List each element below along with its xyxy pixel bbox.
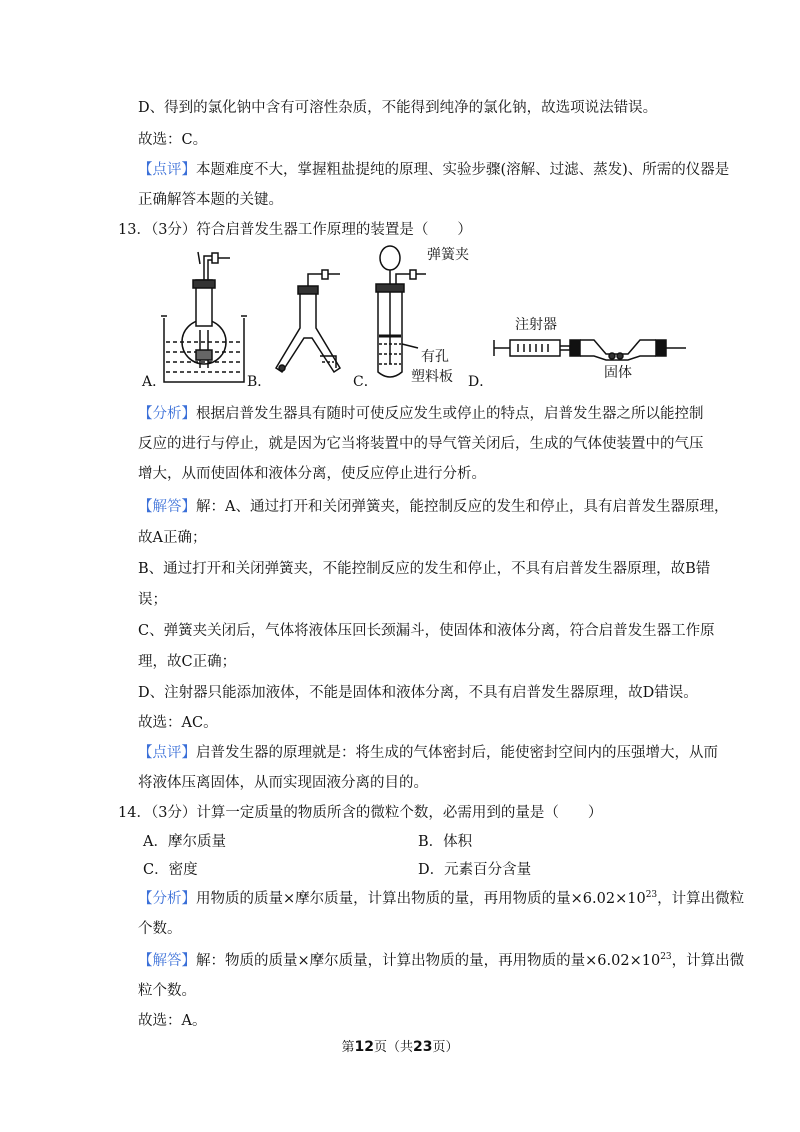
page-footer: [0, 1036, 800, 1055]
q13-solution: [138, 497, 728, 517]
footer-pre: 第: [341, 1040, 355, 1055]
fig-d-label-syringe: 注射器: [515, 317, 557, 333]
q14-analysis-2: 个数。: [138, 921, 182, 937]
q13-answer: 故选：AC。: [138, 715, 218, 731]
analysis-tag: 【分析】: [138, 891, 196, 907]
prev-review: [138, 160, 729, 180]
figure-a-apparatus: [160, 250, 250, 385]
q13-solution-7: D、注射器只能添加液体，不能是固体和液体分离，不具有启普发生器原理，故D错误。: [138, 685, 698, 701]
review-text: 本题难度不大，掌握粗盐提纯的原理、实验步骤(溶解、过滤、蒸发)、所需的仪器是: [196, 162, 730, 178]
solution-text-end: ，计算出微: [671, 953, 745, 969]
q13-option-d: D．: [468, 374, 494, 390]
analysis-exponent: 23: [645, 890, 658, 901]
solution-exponent: 23: [660, 952, 672, 963]
q13-solution-2: 故A正确；: [138, 530, 207, 546]
q14-option-b: B．体积: [418, 834, 473, 850]
fig-c-label-clip: 弹簧夹: [427, 247, 469, 263]
q13-solution-5: C、弹簧夹关闭后，气体将液体压回长颈漏斗，使固体和液体分离，符合启普发生器工作原: [138, 623, 715, 639]
q13-review: [138, 743, 718, 763]
q13-solution-3: B、通过打开和关闭弹簧夹，不能控制反应的发生和停止，不具有启普发生器原理，故B错: [138, 561, 711, 577]
page-number: 12: [354, 1039, 374, 1055]
footer-post: 页）: [432, 1040, 459, 1055]
q14-analysis: [138, 889, 744, 909]
q13-solution-6: 理，故C正确；: [138, 654, 237, 670]
fig-c-label-plate: 塑料板: [411, 369, 453, 385]
prev-review-cont: 正确解答本题的关键。: [138, 192, 283, 208]
footer-mid: 页（共: [373, 1040, 413, 1055]
review-tag: 【点评】: [138, 162, 196, 178]
solution-text: 解：物质的质量×摩尔质量，计算出物质的量，再用物质的量×6.02×10: [196, 953, 661, 969]
fig-d-label-solid: 固体: [604, 365, 632, 381]
page-total: 23: [413, 1039, 433, 1055]
q13-option-b: B．: [247, 374, 272, 390]
q14-solution-2: 粒个数。: [138, 983, 196, 999]
prev-answer: 故选：C。: [138, 132, 208, 148]
q14-solution: [138, 951, 744, 971]
q13-review-2: 将液体压离固体，从而实现固液分离的目的。: [138, 775, 428, 791]
q13-analysis: [138, 404, 704, 424]
analysis-tag: 【分析】: [138, 406, 196, 422]
q13-option-a: A．: [142, 374, 167, 390]
analysis-text-end: ，计算出微粒: [657, 891, 745, 907]
review-tag: 【点评】: [138, 745, 196, 761]
fig-c-label-hole: 有孔: [421, 349, 449, 365]
q14-option-a: A．摩尔质量: [143, 834, 226, 850]
q13-option-c: C．: [353, 374, 378, 390]
q13-solution-4: 误；: [138, 592, 167, 608]
q14-answer: 故选：A。: [138, 1013, 207, 1029]
q13-analysis-3: 增大，从而使固体和液体分离，使反应停止进行分析。: [138, 466, 486, 482]
prev-option-d: D、得到的氯化钠中含有可溶性杂质，不能得到纯净的氯化钠，故选项说法错误。: [138, 100, 658, 116]
solution-text: 解：A、通过打开和关闭弹簧夹，能控制反应的发生和停止，具有启普发生器原理，: [196, 499, 729, 515]
q14-stem: 14．（3分）计算一定质量的物质所含的微粒个数，必需用到的量是（ ）: [118, 805, 603, 821]
q13-stem: 13．（3分）符合启普发生器工作原理的装置是（ ）: [118, 222, 472, 238]
figure-b-apparatus: [268, 268, 348, 383]
review-text: 启普发生器的原理就是：将生成的气体密封后，能使密封空间内的压强增大，从而: [196, 745, 718, 761]
q14-option-d: D．元素百分含量: [418, 862, 532, 878]
solution-tag: 【解答】: [138, 499, 196, 515]
solution-tag: 【解答】: [138, 953, 196, 969]
q13-analysis-2: 反应的进行与停止，就是因为它当将装置中的导气管关闭后，生成的气体使装置中的气压: [138, 436, 704, 452]
analysis-text: 根据启普发生器具有随时可使反应发生或停止的特点，启普发生器之所以能控制: [196, 406, 704, 422]
analysis-text: 用物质的质量×摩尔质量，计算出物质的量，再用物质的量×6.02×10: [196, 891, 646, 907]
q14-option-c: C．密度: [143, 862, 198, 878]
